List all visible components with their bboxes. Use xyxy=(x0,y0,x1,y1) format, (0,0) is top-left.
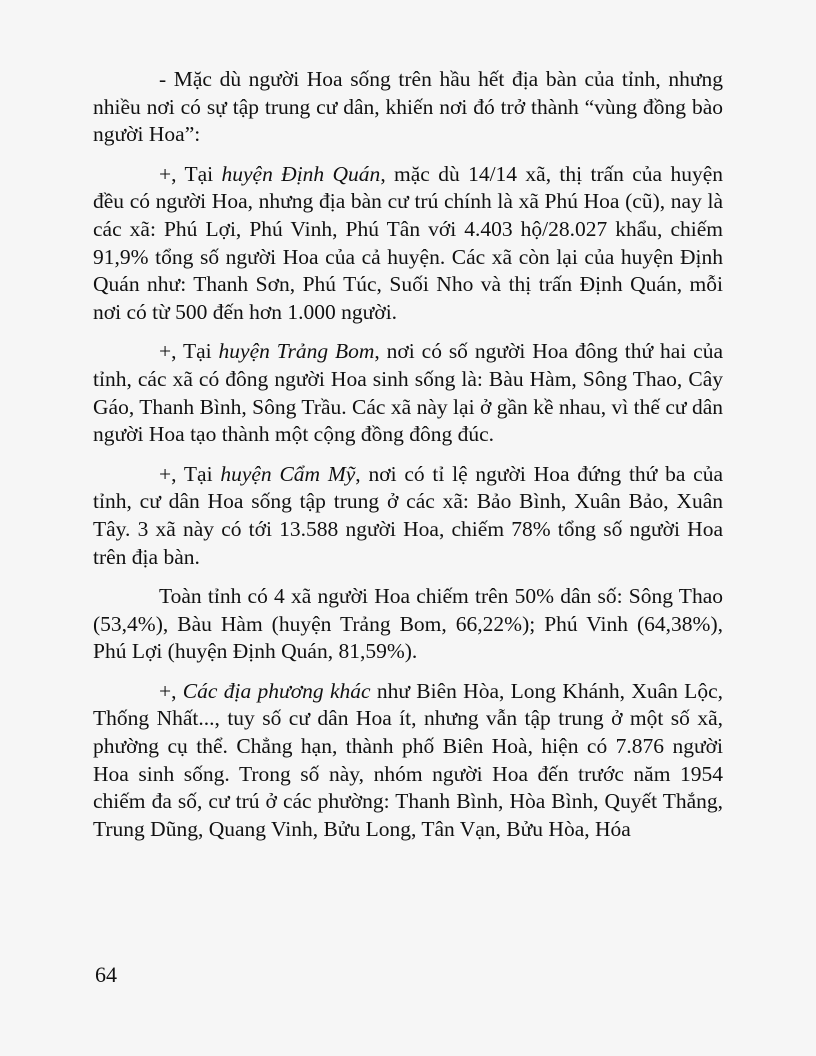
paragraph-dinh-quan: +, Tại huyện Định Quán, mặc dù 14/14 xã, thị trấn của huyện đều có người Hoa, nhưng địa bàn cư trú chính là xã Phú Hoa (cũ), nay là các xã: Phú Lợi, Phú Vinh, Phú Tân với 4.403 hộ/28.027 khẩu, chiếm 91,9% tổng số người Hoa của cả huyện. Các xã còn lại của huyện Định Quán như: Thanh Sơn, Phú Túc, Suối Nho và thị trấn Định Quán, mỗi nơi có từ 500 đến hơn 1.000 người. xyxy=(93,161,723,324)
body-text xyxy=(93,66,723,855)
place-name: huyện Cẩm Mỹ xyxy=(220,461,356,486)
place-name: huyện Trảng Bom xyxy=(218,339,375,364)
place-name: huyện Định Quán xyxy=(221,161,381,186)
paragraph-intro: - Mặc dù người Hoa sống trên hầu hết địa bàn của tỉnh, nhưng nhiều nơi có sự tập trung cư dân, khiến nơi đó trở thành “vùng đồng bào người Hoa”: xyxy=(93,67,723,147)
paragraph-trang-bom: +, Tại huyện Trảng Bom, nơi có số người Hoa đông thứ hai của tỉnh, các xã có đông người Hoa sinh sống là: Bàu Hàm, Sông Thao, Cây Gáo, Thanh Bình, Sông Trầu. Các xã này lại ở gần kề nhau, vì thế cư dân người Hoa tạo thành một cộng đồng đông đúc. xyxy=(93,339,723,447)
paragraph-other-localities: +, Các địa phương khác như Biên Hòa, Long Khánh, Xuân Lộc, Thống Nhất..., tuy số cư dân Hoa ít, nhưng vẫn tập trung ở một số xã, phường cụ thể. Chẳng hạn, thành phố Biên Hoà, hiện có 7.876 người Hoa sinh sống. Trong số này, nhóm người Hoa đến trước năm 1954 chiếm đa số, cư trú ở các phường: Thanh Bình, Hòa Bình, Quyết Thắng, Trung Dũng, Quang Vinh, Bửu Long, Tân Vạn, Bửu Hòa, Hóa xyxy=(93,678,723,841)
page-number: 64 xyxy=(95,962,117,987)
place-name: Các địa phương khác xyxy=(182,678,371,703)
paragraph-cam-my: +, Tại huyện Cẩm Mỹ, nơi có tỉ lệ người Hoa đứng thứ ba của tỉnh, cư dân Hoa sống tập trung ở các xã: Bảo Bình, Xuân Bảo, Xuân Tây. 3 xã này có tới 13.588 người Hoa, chiếm 78% tổng số người Hoa trên địa bàn. xyxy=(93,461,724,569)
paragraph-summary: Toàn tỉnh có 4 xã người Hoa chiếm trên 50% dân số: Sông Thao (53,4%), Bàu Hàm (huyện Trảng Bom, 66,22%); Phú Vinh (64,38%), Phú Lợi (huyện Định Quán, 81,59%). xyxy=(93,584,723,664)
